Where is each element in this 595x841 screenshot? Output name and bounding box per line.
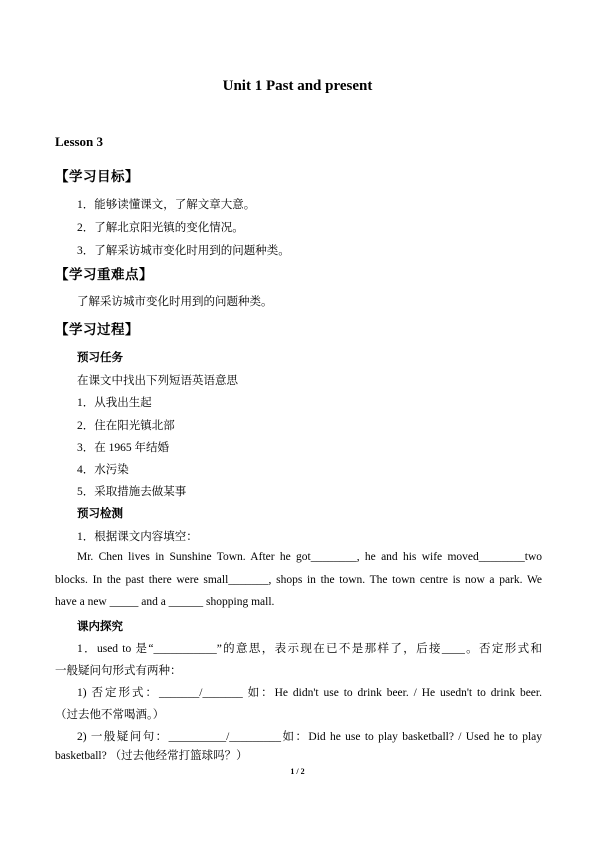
phrase-item: 2．住在阳光镇北部: [77, 420, 175, 432]
key-points-heading: 【学习重难点】: [55, 267, 153, 282]
fill-instruction: 1．根据课文内容填空：: [77, 531, 198, 543]
phrase-item: 4．水污染: [77, 464, 129, 476]
used-to-explanation: 1．used to 是“___________”的意思，表示现在已不是那样了，后接____。否定形式和: [77, 643, 542, 655]
objective-item: 3．了解采访城市变化时用到的问题种类。: [77, 245, 290, 257]
used-to-explanation: 一般疑问句形式有两种：: [55, 665, 182, 677]
lesson-label: Lesson 3: [55, 134, 104, 149]
preview-task-intro: 在课文中找出下列短语英语意思: [77, 375, 238, 387]
phrase-item: 3．在 1965 年结婚: [77, 442, 169, 454]
phrase-item: 1．从我出生起: [77, 397, 152, 409]
phrase-item: 5．采取措施去做某事: [77, 486, 187, 498]
question-form-line: 2) 一般疑问句：__________/_________如：Did he use to play basketball? / Used he to play: [77, 731, 542, 743]
fill-paragraph-line: blocks. In the past there were small_______, shops in the town. The town centre is now a park. We: [55, 574, 542, 586]
fill-paragraph-line: have a new _____ and a ______ shopping mall.: [55, 596, 275, 608]
objectives-heading: 【学习目标】: [55, 169, 139, 184]
page-title: Unit 1 Past and present: [222, 78, 373, 94]
process-heading: 【学习过程】: [55, 322, 139, 337]
negative-form-translation: （过去他不常喝酒。）: [55, 709, 165, 721]
page-number: 1 / 2: [290, 767, 305, 776]
objective-item: 2．了解北京阳光镇的变化情况。: [77, 222, 244, 234]
objective-item: 1．能够读懂课文，了解文章大意。: [77, 199, 256, 211]
fill-paragraph-line: Mr. Chen lives in Sunshine Town. After he got________, he and his wife moved________two: [77, 551, 542, 563]
question-form-line: basketball? （过去他经常打篮球吗？）: [55, 750, 248, 762]
preview-task-heading: 预习任务: [77, 352, 123, 364]
preview-check-heading: 预习检测: [77, 508, 123, 520]
negative-form-line: 1) 否定形式：_______/_______ 如：He didn't use to drink beer. / He usedn't to drink beer.: [77, 687, 542, 699]
key-points-text: 了解采访城市变化时用到的问题种类。: [77, 296, 273, 308]
in-class-heading: 课内探究: [77, 621, 123, 633]
